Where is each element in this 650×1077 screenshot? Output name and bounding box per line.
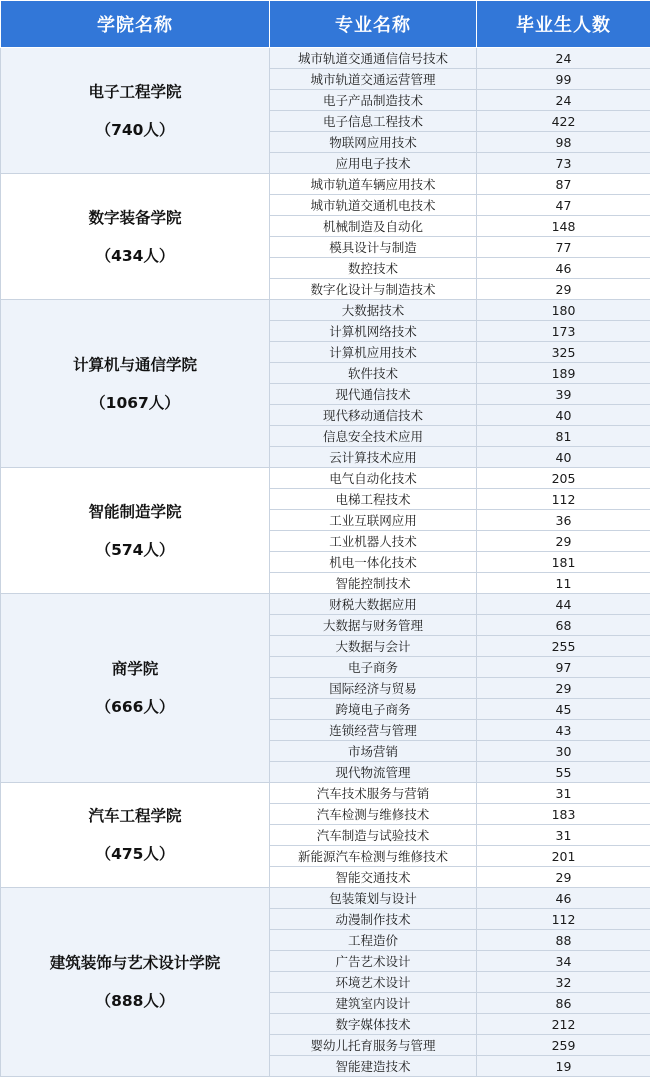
major-name: 汽车技术服务与营销 bbox=[270, 783, 477, 804]
college-cell bbox=[1, 300, 270, 468]
table-body bbox=[1, 48, 650, 1077]
major-name: 城市轨道交通运营管理 bbox=[270, 69, 477, 90]
graduate-count: 180 bbox=[477, 300, 650, 321]
college-total: （475人） bbox=[1, 835, 269, 873]
major-name: 财税大数据应用 bbox=[270, 594, 477, 615]
major-name: 电子信息工程技术 bbox=[270, 111, 477, 132]
graduate-count: 30 bbox=[477, 741, 650, 762]
major-name: 城市轨道车辆应用技术 bbox=[270, 174, 477, 195]
graduate-count: 34 bbox=[477, 951, 650, 972]
graduate-count: 55 bbox=[477, 762, 650, 783]
college-total: （888人） bbox=[1, 982, 269, 1020]
major-name: 电子产品制造技术 bbox=[270, 90, 477, 111]
graduate-count: 24 bbox=[477, 48, 650, 69]
graduate-count: 40 bbox=[477, 405, 650, 426]
table-row bbox=[1, 300, 650, 321]
major-name: 城市轨道交通机电技术 bbox=[270, 195, 477, 216]
header-college: 学院名称 bbox=[1, 1, 270, 48]
major-name: 云计算技术应用 bbox=[270, 447, 477, 468]
college-name: 电子工程学院 bbox=[1, 73, 269, 111]
major-name: 大数据技术 bbox=[270, 300, 477, 321]
major-name: 包装策划与设计 bbox=[270, 888, 477, 909]
graduate-count: 40 bbox=[477, 447, 650, 468]
graduate-count: 112 bbox=[477, 489, 650, 510]
major-name: 环境艺术设计 bbox=[270, 972, 477, 993]
major-name: 市场营销 bbox=[270, 741, 477, 762]
major-name: 工程造价 bbox=[270, 930, 477, 951]
graduate-count: 68 bbox=[477, 615, 650, 636]
major-name: 大数据与财务管理 bbox=[270, 615, 477, 636]
college-total: （434人） bbox=[1, 237, 269, 275]
graduate-count: 173 bbox=[477, 321, 650, 342]
college-cell bbox=[1, 174, 270, 300]
graduate-count: 97 bbox=[477, 657, 650, 678]
major-name: 模具设计与制造 bbox=[270, 237, 477, 258]
graduate-count: 32 bbox=[477, 972, 650, 993]
major-name: 现代移动通信技术 bbox=[270, 405, 477, 426]
major-name: 大数据与会计 bbox=[270, 636, 477, 657]
table-row bbox=[1, 783, 650, 804]
graduate-count: 325 bbox=[477, 342, 650, 363]
graduate-count: 45 bbox=[477, 699, 650, 720]
graduate-count: 183 bbox=[477, 804, 650, 825]
graduate-count: 11 bbox=[477, 573, 650, 594]
college-name: 商学院 bbox=[1, 650, 269, 688]
table-row bbox=[1, 594, 650, 615]
college-cell bbox=[1, 888, 270, 1077]
major-name: 汽车检测与维修技术 bbox=[270, 804, 477, 825]
major-name: 工业互联网应用 bbox=[270, 510, 477, 531]
major-name: 机械制造及自动化 bbox=[270, 216, 477, 237]
major-name: 国际经济与贸易 bbox=[270, 678, 477, 699]
college-cell bbox=[1, 783, 270, 888]
graduate-count: 88 bbox=[477, 930, 650, 951]
college-name: 数字装备学院 bbox=[1, 199, 269, 237]
graduate-count: 46 bbox=[477, 258, 650, 279]
graduate-count: 98 bbox=[477, 132, 650, 153]
major-name: 新能源汽车检测与维修技术 bbox=[270, 846, 477, 867]
major-name: 智能建造技术 bbox=[270, 1056, 477, 1077]
major-name: 数字媒体技术 bbox=[270, 1014, 477, 1035]
major-name: 婴幼儿托育服务与管理 bbox=[270, 1035, 477, 1056]
graduate-count: 86 bbox=[477, 993, 650, 1014]
graduate-count: 205 bbox=[477, 468, 650, 489]
major-name: 数字化设计与制造技术 bbox=[270, 279, 477, 300]
major-name: 建筑室内设计 bbox=[270, 993, 477, 1014]
major-name: 电气自动化技术 bbox=[270, 468, 477, 489]
header-row bbox=[1, 1, 650, 48]
major-name: 连锁经营与管理 bbox=[270, 720, 477, 741]
table-row bbox=[1, 48, 650, 69]
college-total: （574人） bbox=[1, 531, 269, 569]
major-name: 电梯工程技术 bbox=[270, 489, 477, 510]
major-name: 智能控制技术 bbox=[270, 573, 477, 594]
graduate-count: 259 bbox=[477, 1035, 650, 1056]
college-cell bbox=[1, 48, 270, 174]
major-name: 信息安全技术应用 bbox=[270, 426, 477, 447]
graduate-count: 422 bbox=[477, 111, 650, 132]
graduate-count: 43 bbox=[477, 720, 650, 741]
graduate-count: 46 bbox=[477, 888, 650, 909]
major-name: 工业机器人技术 bbox=[270, 531, 477, 552]
graduate-count: 255 bbox=[477, 636, 650, 657]
major-name: 计算机网络技术 bbox=[270, 321, 477, 342]
graduate-count: 36 bbox=[477, 510, 650, 531]
major-name: 现代通信技术 bbox=[270, 384, 477, 405]
graduate-count: 29 bbox=[477, 279, 650, 300]
college-total: （1067人） bbox=[1, 384, 269, 422]
table-row bbox=[1, 174, 650, 195]
major-name: 应用电子技术 bbox=[270, 153, 477, 174]
table-row bbox=[1, 468, 650, 489]
graduate-count: 29 bbox=[477, 678, 650, 699]
header-major: 专业名称 bbox=[270, 1, 477, 48]
major-name: 广告艺术设计 bbox=[270, 951, 477, 972]
college-total: （666人） bbox=[1, 688, 269, 726]
graduate-count: 44 bbox=[477, 594, 650, 615]
graduate-count: 189 bbox=[477, 363, 650, 384]
graduate-count: 99 bbox=[477, 69, 650, 90]
major-name: 物联网应用技术 bbox=[270, 132, 477, 153]
graduate-count: 112 bbox=[477, 909, 650, 930]
major-name: 现代物流管理 bbox=[270, 762, 477, 783]
major-name: 软件技术 bbox=[270, 363, 477, 384]
major-name: 电子商务 bbox=[270, 657, 477, 678]
major-name: 机电一体化技术 bbox=[270, 552, 477, 573]
college-cell bbox=[1, 468, 270, 594]
major-name: 智能交通技术 bbox=[270, 867, 477, 888]
graduate-count: 31 bbox=[477, 783, 650, 804]
college-name: 汽车工程学院 bbox=[1, 797, 269, 835]
graduate-count: 181 bbox=[477, 552, 650, 573]
graduate-count: 31 bbox=[477, 825, 650, 846]
graduate-count: 29 bbox=[477, 867, 650, 888]
table-row bbox=[1, 888, 650, 909]
graduate-count: 148 bbox=[477, 216, 650, 237]
college-name: 智能制造学院 bbox=[1, 493, 269, 531]
major-name: 跨境电子商务 bbox=[270, 699, 477, 720]
graduate-count: 24 bbox=[477, 90, 650, 111]
major-name: 数控技术 bbox=[270, 258, 477, 279]
college-total: （740人） bbox=[1, 111, 269, 149]
major-name: 计算机应用技术 bbox=[270, 342, 477, 363]
graduate-count: 73 bbox=[477, 153, 650, 174]
graduate-count: 87 bbox=[477, 174, 650, 195]
graduate-count: 77 bbox=[477, 237, 650, 258]
college-name: 计算机与通信学院 bbox=[1, 346, 269, 384]
graduate-count: 39 bbox=[477, 384, 650, 405]
header-count: 毕业生人数 bbox=[477, 1, 650, 48]
graduate-count: 201 bbox=[477, 846, 650, 867]
graduate-count: 29 bbox=[477, 531, 650, 552]
graduate-count: 212 bbox=[477, 1014, 650, 1035]
graduate-count: 47 bbox=[477, 195, 650, 216]
major-name: 城市轨道交通通信信号技术 bbox=[270, 48, 477, 69]
graduate-count: 19 bbox=[477, 1056, 650, 1077]
major-name: 汽车制造与试验技术 bbox=[270, 825, 477, 846]
college-name: 建筑装饰与艺术设计学院 bbox=[1, 944, 269, 982]
college-cell bbox=[1, 594, 270, 783]
major-name: 动漫制作技术 bbox=[270, 909, 477, 930]
graduate-count: 81 bbox=[477, 426, 650, 447]
